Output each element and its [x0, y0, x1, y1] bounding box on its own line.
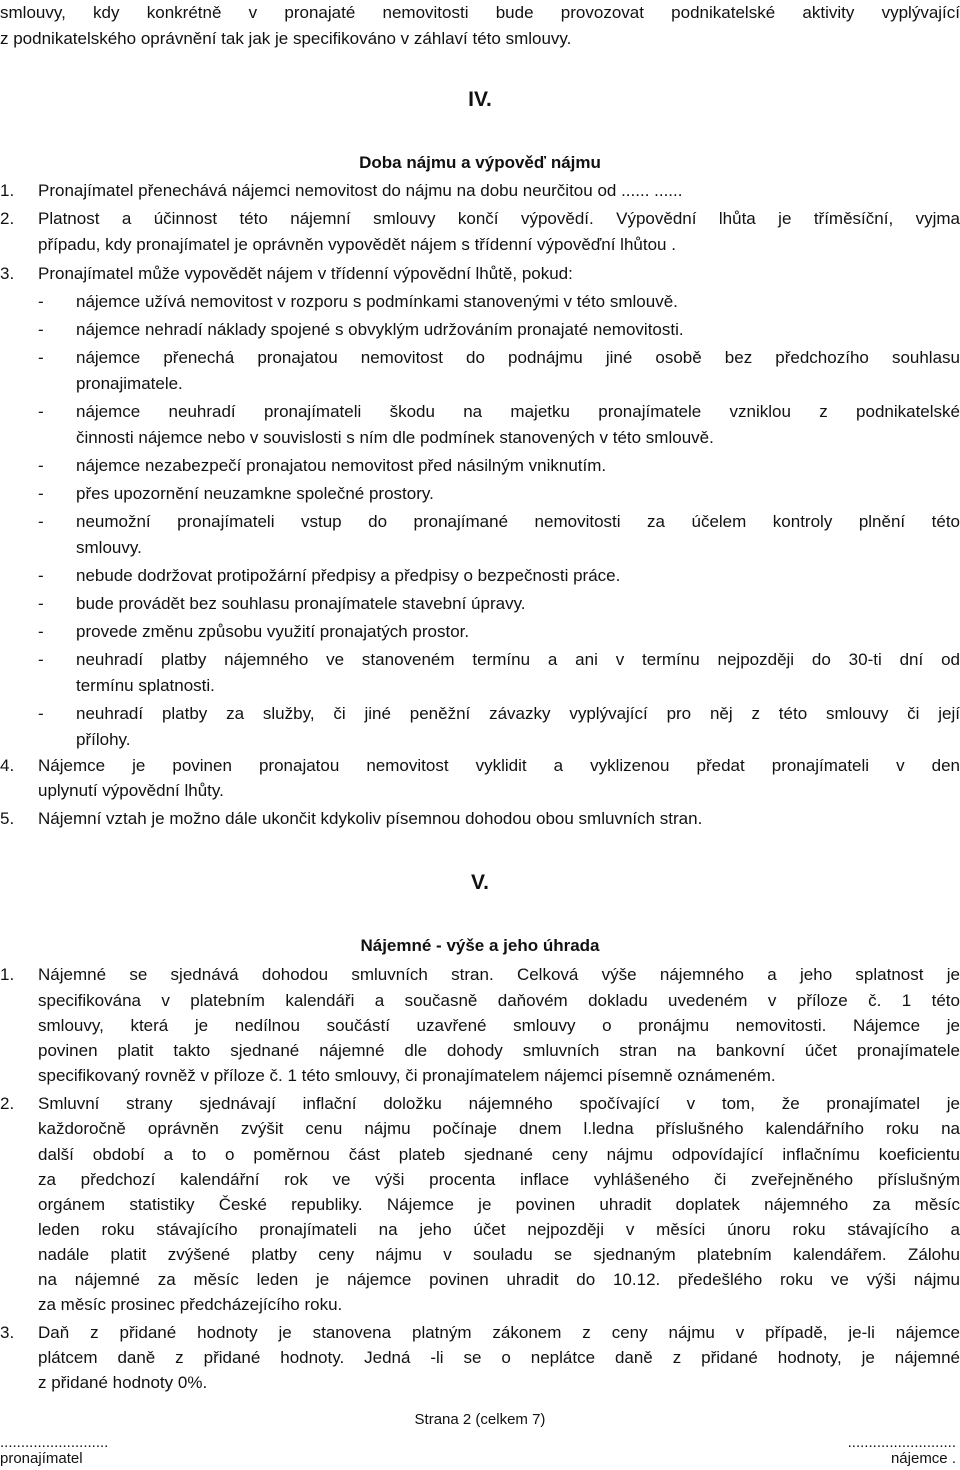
paragraph-text: Platnost a účinnost této nájemní smlouvy končí výpovědí. Výpovědní lhůta je tříměsíční, vyjma — [38, 209, 960, 228]
paragraph-number: 3. — [0, 1323, 15, 1342]
paragraph-number: 4. — [0, 756, 15, 775]
list-dash: - — [38, 348, 44, 367]
list-item-text: bude provádět bez souhlasu pronajímatele stavební úpravy. — [76, 594, 526, 613]
section-v-number: V. — [471, 871, 489, 894]
paragraph-text: specifikovaný rovněž v příloze č. 1 této smlouvy, či pronajímatelem nájemci písemně oznámeném. — [38, 1066, 776, 1085]
list-dash: - — [38, 512, 44, 531]
section-iv-title: Doba nájmu a výpověď nájmu — [359, 153, 601, 172]
paragraph-text: každoročně oprávněn zvýšit cenu nájmu počínaje dnem l.ledna příslušného kalendářního roku na — [38, 1119, 960, 1138]
paragraph-text: Nájemce je povinen pronajatou nemovitost vyklidit a vyklizenou předat pronajímateli v den — [38, 756, 960, 775]
list-dash: - — [38, 484, 44, 503]
signature-dots-right: .......................... — [847, 1434, 956, 1451]
paragraph-text: leden roku stávajícího pronajímateli na jeho účet nejpozději v měsíci únoru roku stávajícího a — [38, 1220, 960, 1239]
list-item-text: neumožní pronajímateli vstup do pronajímané nemovitosti za účelem kontroly plnění této — [76, 512, 960, 531]
paragraph-text: Nájemní vztah je možno dále ukončit kdykoliv písemnou dohodou obou smluvních stran. — [38, 809, 703, 828]
list-item-text: pronajimatele. — [76, 374, 183, 393]
list-item-text: provede změnu způsobu využití pronajatých prostor. — [76, 622, 470, 641]
paragraph-text: specifikována v platebním kalendáři a současně daňovém dokladu uvedeném v příloze č. 1 této — [38, 991, 960, 1010]
paragraph-text: plátcem daně z přidané hodnoty. Jedná -li se o neplátce daně z přidané hodnoty, je nájemné — [38, 1348, 960, 1367]
paragraph-number: 1. — [0, 965, 15, 984]
list-item-text: nebude dodržovat protipožární předpisy a předpisy o bezpečnosti práce. — [76, 566, 621, 585]
paragraph-text: Daň z přidané hodnoty je stanovena platným zákonem z ceny nájmu v případě, je-li nájemce — [38, 1323, 960, 1342]
paragraph-text: orgánem statistiky České republiky. Nájemce je povinen uhradit doplatek nájemného za měsíc — [38, 1195, 960, 1214]
paragraph-text: Nájemné se sjednává dohodou smluvních stran. Celková výše nájemného a jeho splatnost je — [38, 965, 960, 984]
list-dash: - — [38, 622, 44, 641]
paragraph-text: Pronajímatel přenechává nájemci nemovitost do nájmu na dobu neurčitou od ...... ...... — [38, 181, 683, 200]
section-v-title: Nájemné - výše a jeho úhrada — [360, 936, 600, 955]
list-dash: - — [38, 402, 44, 421]
list-dash: - — [38, 594, 44, 613]
paragraph-number: 5. — [0, 809, 15, 828]
paragraph-text: z přidané hodnoty 0%. — [38, 1373, 208, 1392]
list-item-text: přílohy. — [76, 730, 131, 749]
list-dash: - — [38, 704, 44, 723]
paragraph-text: další období a to o poměrnou část plateb sjednané ceny nájmu odpovídající inflačnímu koeficientu — [38, 1145, 960, 1164]
intro-line-2: z podnikatelského oprávnění tak jak je specifikováno v záhlaví této smlouvy. — [0, 29, 572, 48]
list-item-text: nájemce přenechá pronajatou nemovitost do podnájmu jiné osobě bez předchozího souhlasu — [76, 348, 960, 367]
list-dash: - — [38, 292, 44, 311]
list-item-text: nájemce užívá nemovitost v rozporu s podmínkami stanovenými v této smlouvě. — [76, 292, 678, 311]
paragraph-number: 3. — [0, 264, 15, 283]
paragraph-text: na nájemné za měsíc leden je nájemce povinen uhradit do 10.12. předešlého roku ve výši nájmu — [38, 1270, 960, 1289]
paragraph-number: 1. — [0, 181, 15, 200]
list-dash: - — [38, 456, 44, 475]
paragraph-text: smlouvy, která je nedílnou součástí uzavřené smlouvy o pronájmu nemovitosti. Nájemce je — [38, 1016, 960, 1035]
page-number: Strana 2 (celkem 7) — [414, 1411, 546, 1428]
paragraph-text: uplynutí výpovědní lhůty. — [38, 781, 224, 800]
list-item-text: smlouvy. — [76, 538, 142, 557]
list-item-text: přes upozornění neuzamkne společné prostory. — [76, 484, 434, 503]
list-item-text: nájemce nezabezpečí pronajatou nemovitost před násilným vniknutím. — [76, 456, 607, 475]
list-item-text: termínu splatnosti. — [76, 676, 215, 695]
paragraph-text: Pronajímatel může vypovědět nájem v třídenní výpovědní lhůtě, pokud: — [38, 264, 573, 283]
paragraph-text: za měsíc prosinec předcházejícího roku. — [38, 1295, 343, 1314]
paragraph-text: povinen platit takto sjednané nájemné dle dohody smluvních stran na bankovní účet pronajímatele — [38, 1041, 960, 1060]
list-item-text: neuhradí platby za služby, či jiné peněžní závazky vyplývající pro něj z této smlouvy či její — [76, 704, 960, 723]
paragraph-text: případu, kdy pronajímatel je oprávněn vypovědět nájem s třídenní výpověďní lhůtou . — [38, 235, 676, 254]
list-item-text: nájemce nehradí náklady spojené s obvyklým udržováním pronajaté nemovitosti. — [76, 320, 684, 339]
signature-label-right: nájemce . — [890, 1450, 956, 1467]
section-iv-number: IV. — [468, 88, 492, 111]
intro-line-1: smlouvy, kdy konkrétně v pronajaté nemovitosti bude provozovat podnikatelské aktivity vyplývající — [0, 3, 960, 22]
paragraph-number: 2. — [0, 1094, 15, 1113]
paragraph-number: 2. — [0, 209, 15, 228]
signature-label-left: pronajímatel — [0, 1450, 83, 1467]
paragraph-text: Smluvní strany sjednávají inflační doložku nájemného spočívající v tom, že pronajímatel je — [38, 1094, 960, 1113]
list-dash: - — [38, 566, 44, 585]
paragraph-text: nadále platit zvýšené platby ceny nájmu v souladu se sjednaným platebním kalendářem. Zálohu — [38, 1245, 960, 1264]
list-dash: - — [38, 320, 44, 339]
list-item-text: činnosti nájemce nebo v souvislosti s ním dle podmínek stanovených v této smlouvě. — [76, 428, 714, 447]
list-item-text: nájemce neuhradí pronajímateli škodu na majetku pronajímatele vzniklou z podnikatelské — [76, 402, 960, 421]
list-dash: - — [38, 650, 44, 669]
paragraph-text: za předchozí kalendářní rok ve výši procenta inflace vyhlášeného či zveřejněného příslušným — [38, 1170, 960, 1189]
signature-dots-left: .......................... — [0, 1434, 109, 1451]
list-item-text: neuhradí platby nájemného ve stanoveném termínu a ani v termínu nejpozději do 30-ti dní od — [76, 650, 960, 669]
